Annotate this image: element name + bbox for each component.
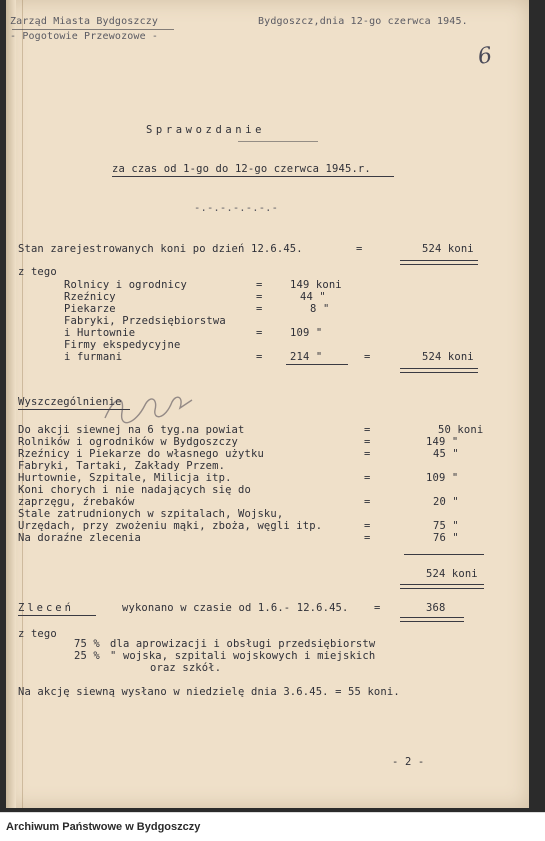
breakdown-row-label: i furmani	[64, 351, 123, 363]
archive-footer-text: Archiwum Państwowe w Bydgoszczy	[6, 821, 201, 833]
details-row-label: Urzędach, przy zwożeniu mąki, zboża, węgli itp.	[18, 520, 323, 532]
breakdown-total: 524 koni	[422, 351, 474, 363]
details-row-eq: =	[364, 496, 371, 508]
orders-double-rule	[400, 617, 464, 622]
breakdown-row-label: Piekarze	[64, 303, 116, 315]
details-row-label: Stale zatrudnionych w szpitalach, Wojsku,	[18, 508, 284, 520]
breakdown-sum-rule	[286, 364, 348, 365]
details-row-label: Do akcji siewnej na 6 tyg.na powiat	[18, 424, 245, 436]
breakdown-row-label: Rzeźnicy	[64, 291, 116, 303]
details-total: 524 koni	[426, 568, 478, 580]
orders-line3-text: oraz szkół.	[150, 662, 222, 674]
details-row-value: 109 "	[426, 472, 459, 484]
archive-footer-bar	[0, 812, 545, 841]
breakdown-row-value: 109 "	[290, 327, 323, 339]
title-underline	[238, 141, 318, 142]
details-row-label: Rzeźnicy i Piekarze do własnego użytku	[18, 448, 264, 460]
breakdown-row-label: Rolnicy i ogrodnicy	[64, 279, 187, 291]
breakdown-row-value: 44 "	[300, 291, 326, 303]
details-row-label: Na doraźne zlecenia	[18, 532, 141, 544]
breakdown-total-double-rule	[400, 368, 478, 373]
place-date: Bydgoszcz,dnia 12-go czerwca 1945.	[258, 16, 468, 27]
details-row-value: 20 "	[433, 496, 459, 508]
folio-number: 6	[476, 43, 494, 70]
period-underline	[112, 176, 394, 177]
breakdown-row-value: 149 koni	[290, 279, 342, 291]
details-row-eq: =	[364, 448, 371, 460]
details-sum-rule	[404, 554, 484, 555]
details-heading: Wyszczególnienie	[18, 396, 122, 408]
office-name-line2: - Pogotowie Przewozowe -	[10, 31, 159, 42]
breakdown-row-eq: =	[256, 279, 263, 291]
breakdown-row-label: Fabryki, Przedsiębiorstwa	[64, 315, 226, 327]
details-row-label: Fabryki, Tartaki, Zakłady Przem.	[18, 460, 226, 472]
details-row-label: Rolników i ogrodników w Bydgoszczy	[18, 436, 239, 448]
details-row-eq: =	[364, 472, 371, 484]
details-row-value: 149 "	[426, 436, 459, 448]
report-period: za czas od 1-go do 12-go czerwca 1945.r.	[112, 163, 371, 175]
registered-label: Stan zarejestrowanych koni po dzień 12.6.45.	[18, 243, 303, 255]
sowing-note: Na akcję siewną wysłano w niedzielę dnia 3.6.45. = 55 koni.	[18, 686, 400, 698]
orders-eq: =	[374, 602, 381, 614]
details-row-eq: =	[364, 532, 371, 544]
office-underline	[12, 29, 174, 30]
office-name-line1: Zarząd Miasta Bydgoszczy	[10, 16, 159, 27]
details-row-value: 75 "	[433, 520, 459, 532]
breakdown-row-eq: =	[256, 351, 263, 363]
registered-double-rule	[400, 260, 478, 265]
breakdown-row-eq: =	[256, 303, 263, 315]
breakdown-row-value: 8 "	[310, 303, 330, 315]
details-row-eq: =	[364, 424, 371, 436]
title-ornament: -.-.-.-.-.-.-	[194, 202, 279, 214]
orders-line1-pct: 75 %	[74, 638, 100, 650]
orders-intro: z tego	[18, 628, 57, 640]
details-row-value: 45 "	[433, 448, 459, 460]
breakdown-row-eq: =	[256, 327, 263, 339]
details-total-double-rule	[400, 584, 484, 589]
details-row-eq: =	[364, 520, 371, 532]
breakdown-row-label: Firmy ekspedycyjne	[64, 339, 181, 351]
details-row-value: 76 "	[433, 532, 459, 544]
details-row-label: zaprzęgu, źrebaków	[18, 496, 135, 508]
details-row-value: 50 koni	[438, 424, 484, 436]
orders-value: 368	[426, 602, 446, 614]
details-row-eq: =	[364, 436, 371, 448]
breakdown-row-label: i Hurtownie	[64, 327, 136, 339]
details-row-label: Koni chorych i nie nadających się do	[18, 484, 251, 496]
orders-text: wykonano w czasie od 1.6.- 12.6.45.	[122, 602, 349, 614]
breakdown-intro: z tego	[18, 266, 57, 278]
details-row-label: Hurtownie, Szpitale, Milicja itp.	[18, 472, 232, 484]
page-number: - 2 -	[392, 756, 425, 768]
registered-total: 524 koni	[422, 243, 474, 255]
orders-heading: Zleceń	[18, 602, 74, 614]
registered-eq: =	[356, 243, 363, 255]
breakdown-total-eq: =	[364, 351, 371, 363]
document-title: Sprawozdanie	[146, 124, 266, 136]
orders-line1-text: dla aprowizacji i obsługi przedsiębiorstw	[110, 638, 376, 650]
breakdown-row-value: 214 "	[290, 351, 323, 363]
orders-heading-underline	[18, 615, 96, 616]
page-binding-edge	[6, 0, 16, 808]
orders-line2-text: " wojska, szpitali wojskowych i miejskich	[110, 650, 376, 662]
breakdown-row-eq: =	[256, 291, 263, 303]
orders-line2-pct: 25 %	[74, 650, 100, 662]
